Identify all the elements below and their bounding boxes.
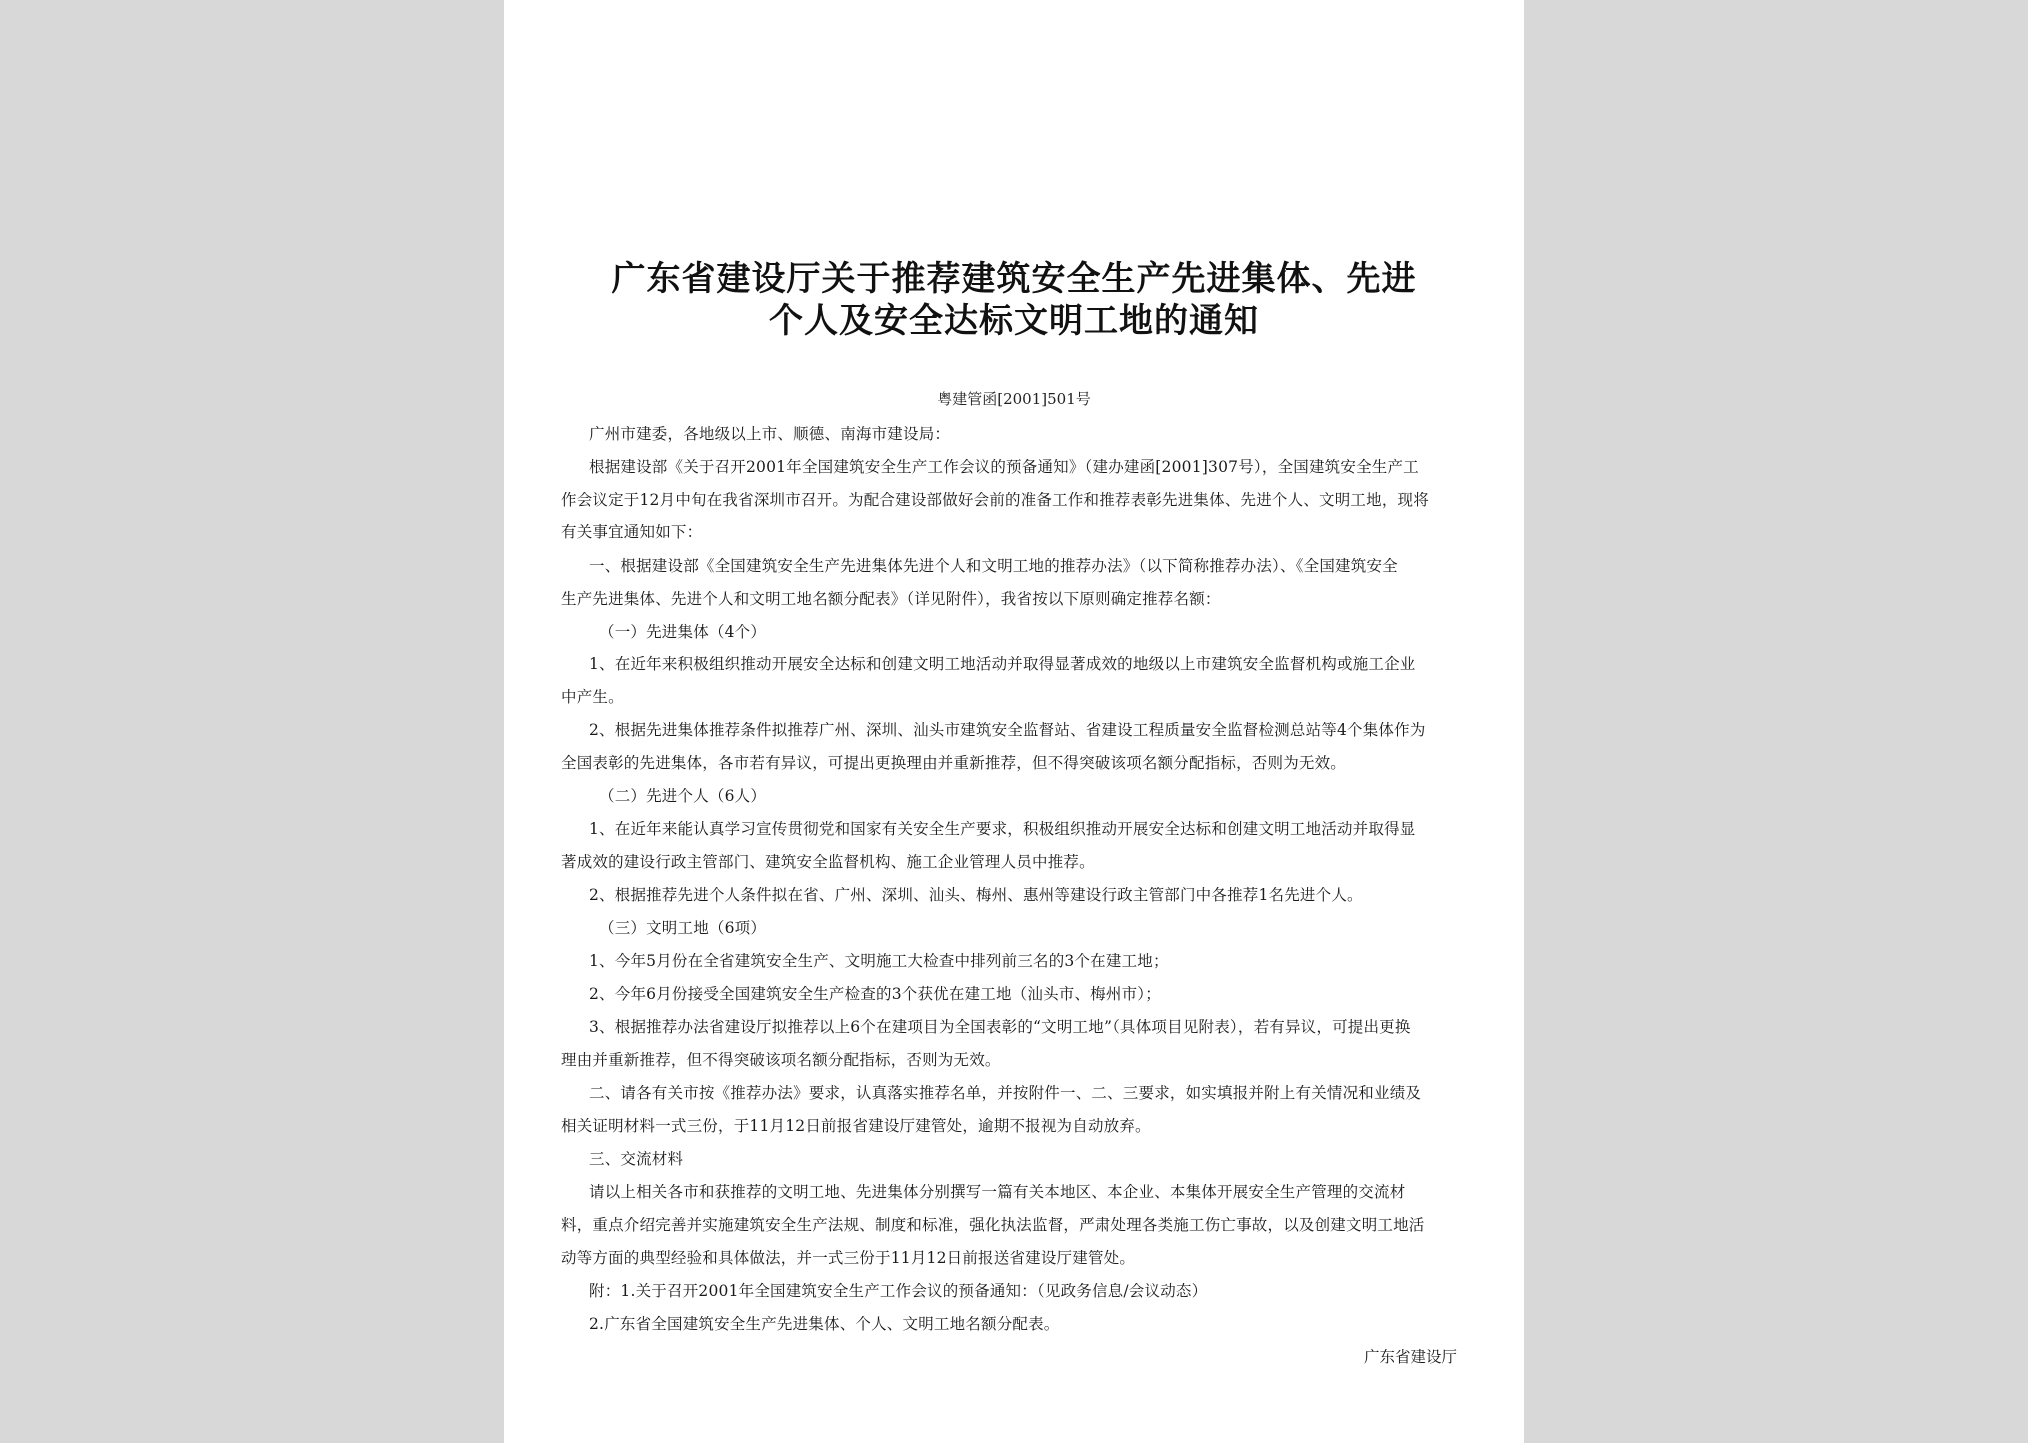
body-line: 二、请各有关市按《推荐办法》要求，认真落实推荐名单，并按附件一、二、三要求，如实填报并附上有关情况和业绩及: [589, 1084, 1422, 1102]
body-line: 2、今年6月份接受全国建筑安全生产检查的3个获优在建工地（汕头市、梅州市）；: [589, 985, 1161, 1003]
body-line: 3、根据推荐办法省建设厅拟推荐以上6个在建项目为全国表彰的“文明工地”（具体项目见附表），若有异议，可提出更换: [589, 1018, 1411, 1036]
body-line: 1、在近年来积极组织推动开展安全达标和创建文明工地活动并取得显著成效的地级以上市建筑安全监督机构或施工企业: [589, 655, 1416, 673]
body-line: 相关证明材料一式三份，于11月12日前报省建设厅建管处，逾期不报视为自动放弃。: [561, 1117, 1151, 1135]
body-line: 三、交流材料: [589, 1150, 684, 1168]
body-line: 2、根据推荐先进个人条件拟在省、广州、深圳、汕头、梅州、惠州等建设行政主管部门中各推荐1名先进个人。: [589, 886, 1363, 904]
title-line-2: 个人及安全达标文明工地的通知: [769, 301, 1259, 341]
body-line: 理由并重新推荐，但不得突破该项名额分配指标，否则为无效。: [561, 1051, 1001, 1069]
document-page: [504, 0, 1524, 1443]
body-line: 料，重点介绍完善并实施建筑安全生产法规、制度和标准，强化执法监督，严肃处理各类施工伤亡事故，以及创建文明工地活: [561, 1216, 1425, 1234]
body-line: 请以上相关各市和获推荐的文明工地、先进集体分别撰写一篇有关本地区、本企业、本集体开展安全生产管理的交流材: [589, 1183, 1406, 1201]
body-line: 全国表彰的先进集体，各市若有异议，可提出更换理由并重新推荐，但不得突破该项名额分配指标，否则为无效。: [561, 754, 1347, 772]
document-title: [504, 258, 1524, 342]
body-line: 根据建设部《关于召开2001年全国建筑安全生产工作会议的预备通知》（建办建函[2001]307号），全国建筑安全生产工: [589, 458, 1419, 476]
title-line-1: 广东省建设厅关于推荐建筑安全生产先进集体、先进: [611, 259, 1417, 299]
body-line: 有关事宜通知如下：: [561, 523, 703, 541]
body-line: 动等方面的典型经验和具体做法，并一式三份于11月12日前报送省建设厅建管处。: [561, 1249, 1136, 1267]
body-line: 生产先进集体、先进个人和文明工地名额分配表》（详见附件），我省按以下原则确定推荐名额：: [561, 590, 1221, 608]
body-line: 1、在近年来能认真学习宣传贯彻党和国家有关安全生产要求，积极组织推动开展安全达标和创建文明工地活动并取得显: [589, 820, 1416, 838]
document-number: 粤建管函[2001]501号: [937, 390, 1091, 408]
body-line: 附：1.关于召开2001年全国建筑安全生产工作会议的预备通知：（见政务信息/会议动态）: [589, 1282, 1208, 1300]
body-line: （二）先进个人（6人）: [599, 787, 767, 805]
body-line: 中产生。: [561, 688, 624, 706]
body-line: 1、今年5月份在全省建筑安全生产、文明施工大检查中排列前三名的3个在建工地；: [589, 952, 1169, 970]
body-line: 2.广东省全国建筑安全生产先进集体、个人、文明工地名额分配表。: [589, 1315, 1060, 1333]
body-line: 著成效的建设行政主管部门、建筑安全监督机构、施工企业管理人员中推荐。: [561, 853, 1095, 871]
body-line: （三）文明工地（6项）: [599, 919, 767, 937]
body-line: 一、根据建设部《全国建筑安全生产先进集体先进个人和文明工地的推荐办法》（以下简称推荐办法）、《全国建筑安全: [589, 557, 1398, 575]
body-line: 作会议定于12月中旬在我省深圳市召开。为配合建设部做好会前的准备工作和推荐表彰先进集体、先进个人、文明工地，现将: [561, 491, 1429, 509]
body-line: 广州市建委，各地级以上市、顺德、南海市建设局：: [589, 425, 951, 443]
body-line: （一）先进集体（4个）: [599, 623, 767, 641]
body-line: 2、根据先进集体推荐条件拟推荐广州、深圳、汕头市建筑安全监督站、省建设工程质量安全监督检测总站等4个集体作为: [589, 721, 1426, 739]
signature: 广东省建设厅: [1364, 1348, 1458, 1366]
